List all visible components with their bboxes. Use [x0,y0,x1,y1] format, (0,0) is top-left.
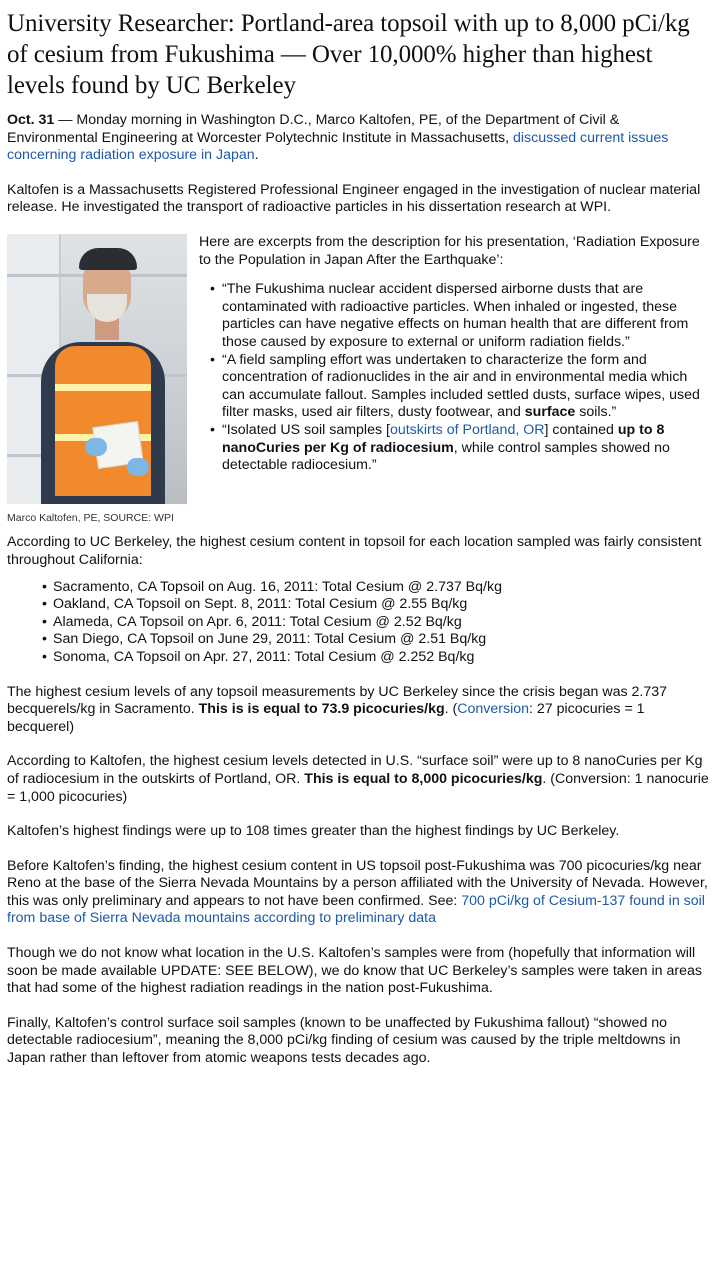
paragraph-control: Finally, Kaltofen’s control surface soil samples (known to be unaffected by Fukushima fallout) “showed no detectable radiocesium”, meaning the 8,000 pCi/kg finding of cesium was caused by the triple meltdowns in Japan rather than leftover from atomic weapons tests decades ago. [7,1014,681,1067]
discussed-link[interactable]: discussed current issues concerning radiation exposure in Japan [7,129,669,164]
photo-column [7,234,187,525]
list-item: • San Diego, CA Topsoil on June 29, 2011: Total Cesium @ 2.51 Bq/kg [42,631,712,649]
paragraph-comparison: Kaltofen’s highest findings were up to 108 times greater than the highest findings by UC Berkeley. [7,823,620,840]
article-date: Oct. 31 [7,112,55,128]
list-item: • Sacramento, CA Topsoil on Aug. 16, 2011: Total Cesium @ 2.737 Bq/kg [42,579,712,597]
excerpt-column [199,234,712,475]
list-item: • Alameda, CA Topsoil on Apr. 6, 2011: Total Cesium @ 2.52 Bq/kg [42,614,712,632]
quote-item: • “A field sampling effort was undertaken to characterize the form and concentration of radionuclides in the air and in environmental media which can accumulate fallout. Samples included settled dusts, surface wipes, used filter masks, used air filters, dusty footwear, and surface soils.” [211,352,712,422]
figure-block [7,234,712,525]
quote-item: • “Isolated US soil samples [outskirts of Portland, OR] contained up to 8 nanoCuries per Kg of radiocesium, while control samples showed no detectable radiocesium.” [211,422,712,475]
paragraph-sacramento: The highest cesium levels of any topsoil measurements by UC Berkeley since the crisis began was 2.737 becquerels/kg in Sacramento. This is is equal to 73.9 picocuries/kg. (Conversion: 27 picocuries = 1 becquerel) [7,683,668,735]
photo-caption: Marco Kaltofen, PE, SOURCE: WPI [7,511,174,524]
sierra-nevada-link[interactable]: 700 pCi/kg of Cesium-137 found in soil from base of Sierra Nevada mountains according to preliminary data [7,892,705,927]
conversion-link[interactable]: Conversion [457,701,530,718]
list-item: • Oakland, CA Topsoil on Sept. 8, 2011: Total Cesium @ 2.55 Bq/kg [42,596,712,614]
quote-list [199,281,712,475]
paragraph-kaltofen-levels: According to Kaltofen, the highest cesium levels detected in U.S. “surface soil” were up to 8 nanoCuries per Kg of radiocesium in the outskirts of Portland, OR. This is equal to 8,000 picocuries/kg. (Conversion: 1 nanocurie = 1,000 picocuries) [7,753,709,805]
article-title: University Researcher: Portland-area topsoil with up to 8,000 pCi/kg of cesium from Fukushima — Over 10,000% higher than highest levels found by UC Berkeley [7,10,690,99]
paragraph-bio: Kaltofen is a Massachusetts Registered Professional Engineer engaged in the investigation of nuclear material release. He investigated the transport of radioactive particles in his dissertation research at WPI. [7,181,701,216]
paragraph-reno: Before Kaltofen’s finding, the highest cesium content in US topsoil post-Fukushima was 700 picocuries/kg near Reno at the base of the Sierra Nevada Mountains by a person affiliated with the University of Nevada. However, this was only preliminary and appears to not have been confirmed. See: 700 pCi/kg of Cesium-137 found in soil from base of Sierra Nevada mountains according to preliminary data [7,857,708,927]
kaltofen-photo [7,234,187,504]
quote-item: • “The Fukushima nuclear accident dispersed airborne dusts that are contaminated with radioactive particles. When inhaled or ingested, these particles can have negative effects on human health that are different from those caused by exposure to external or uniform radiation fields.” [211,281,712,351]
site-list [7,579,712,667]
portland-link[interactable]: outskirts of Portland, OR [389,421,545,438]
paragraph-intro: Oct. 31 — Monday morning in Washington D.C., Marco Kaltofen, PE, of the Department of Civil & Environmental Engineering at Worcester Polytechnic Institute in Massachusetts, discussed current issues concerning radiation exposure in Japan. [7,112,669,164]
excerpt-intro: Here are excerpts from the description for his presentation, ‘Radiation Exposure to the Population in Japan After the Earthquake’: [199,233,700,268]
paragraph-location: Though we do not know what location in the U.S. Kaltofen’s samples were from (hopefully that information will soon be made available UPDATE: SEE BELOW), we do know that UC Berkeley’s samples were taken in areas that had some of the highest radiation readings in the nation post-Fukushima. [7,945,702,997]
list-item: • Sonoma, CA Topsoil on Apr. 27, 2011: Total Cesium @ 2.252 Bq/kg [42,649,712,667]
paragraph-berkeley: According to UC Berkeley, the highest cesium content in topsoil for each location sampled was fairly consistent throughout California: [7,534,702,568]
